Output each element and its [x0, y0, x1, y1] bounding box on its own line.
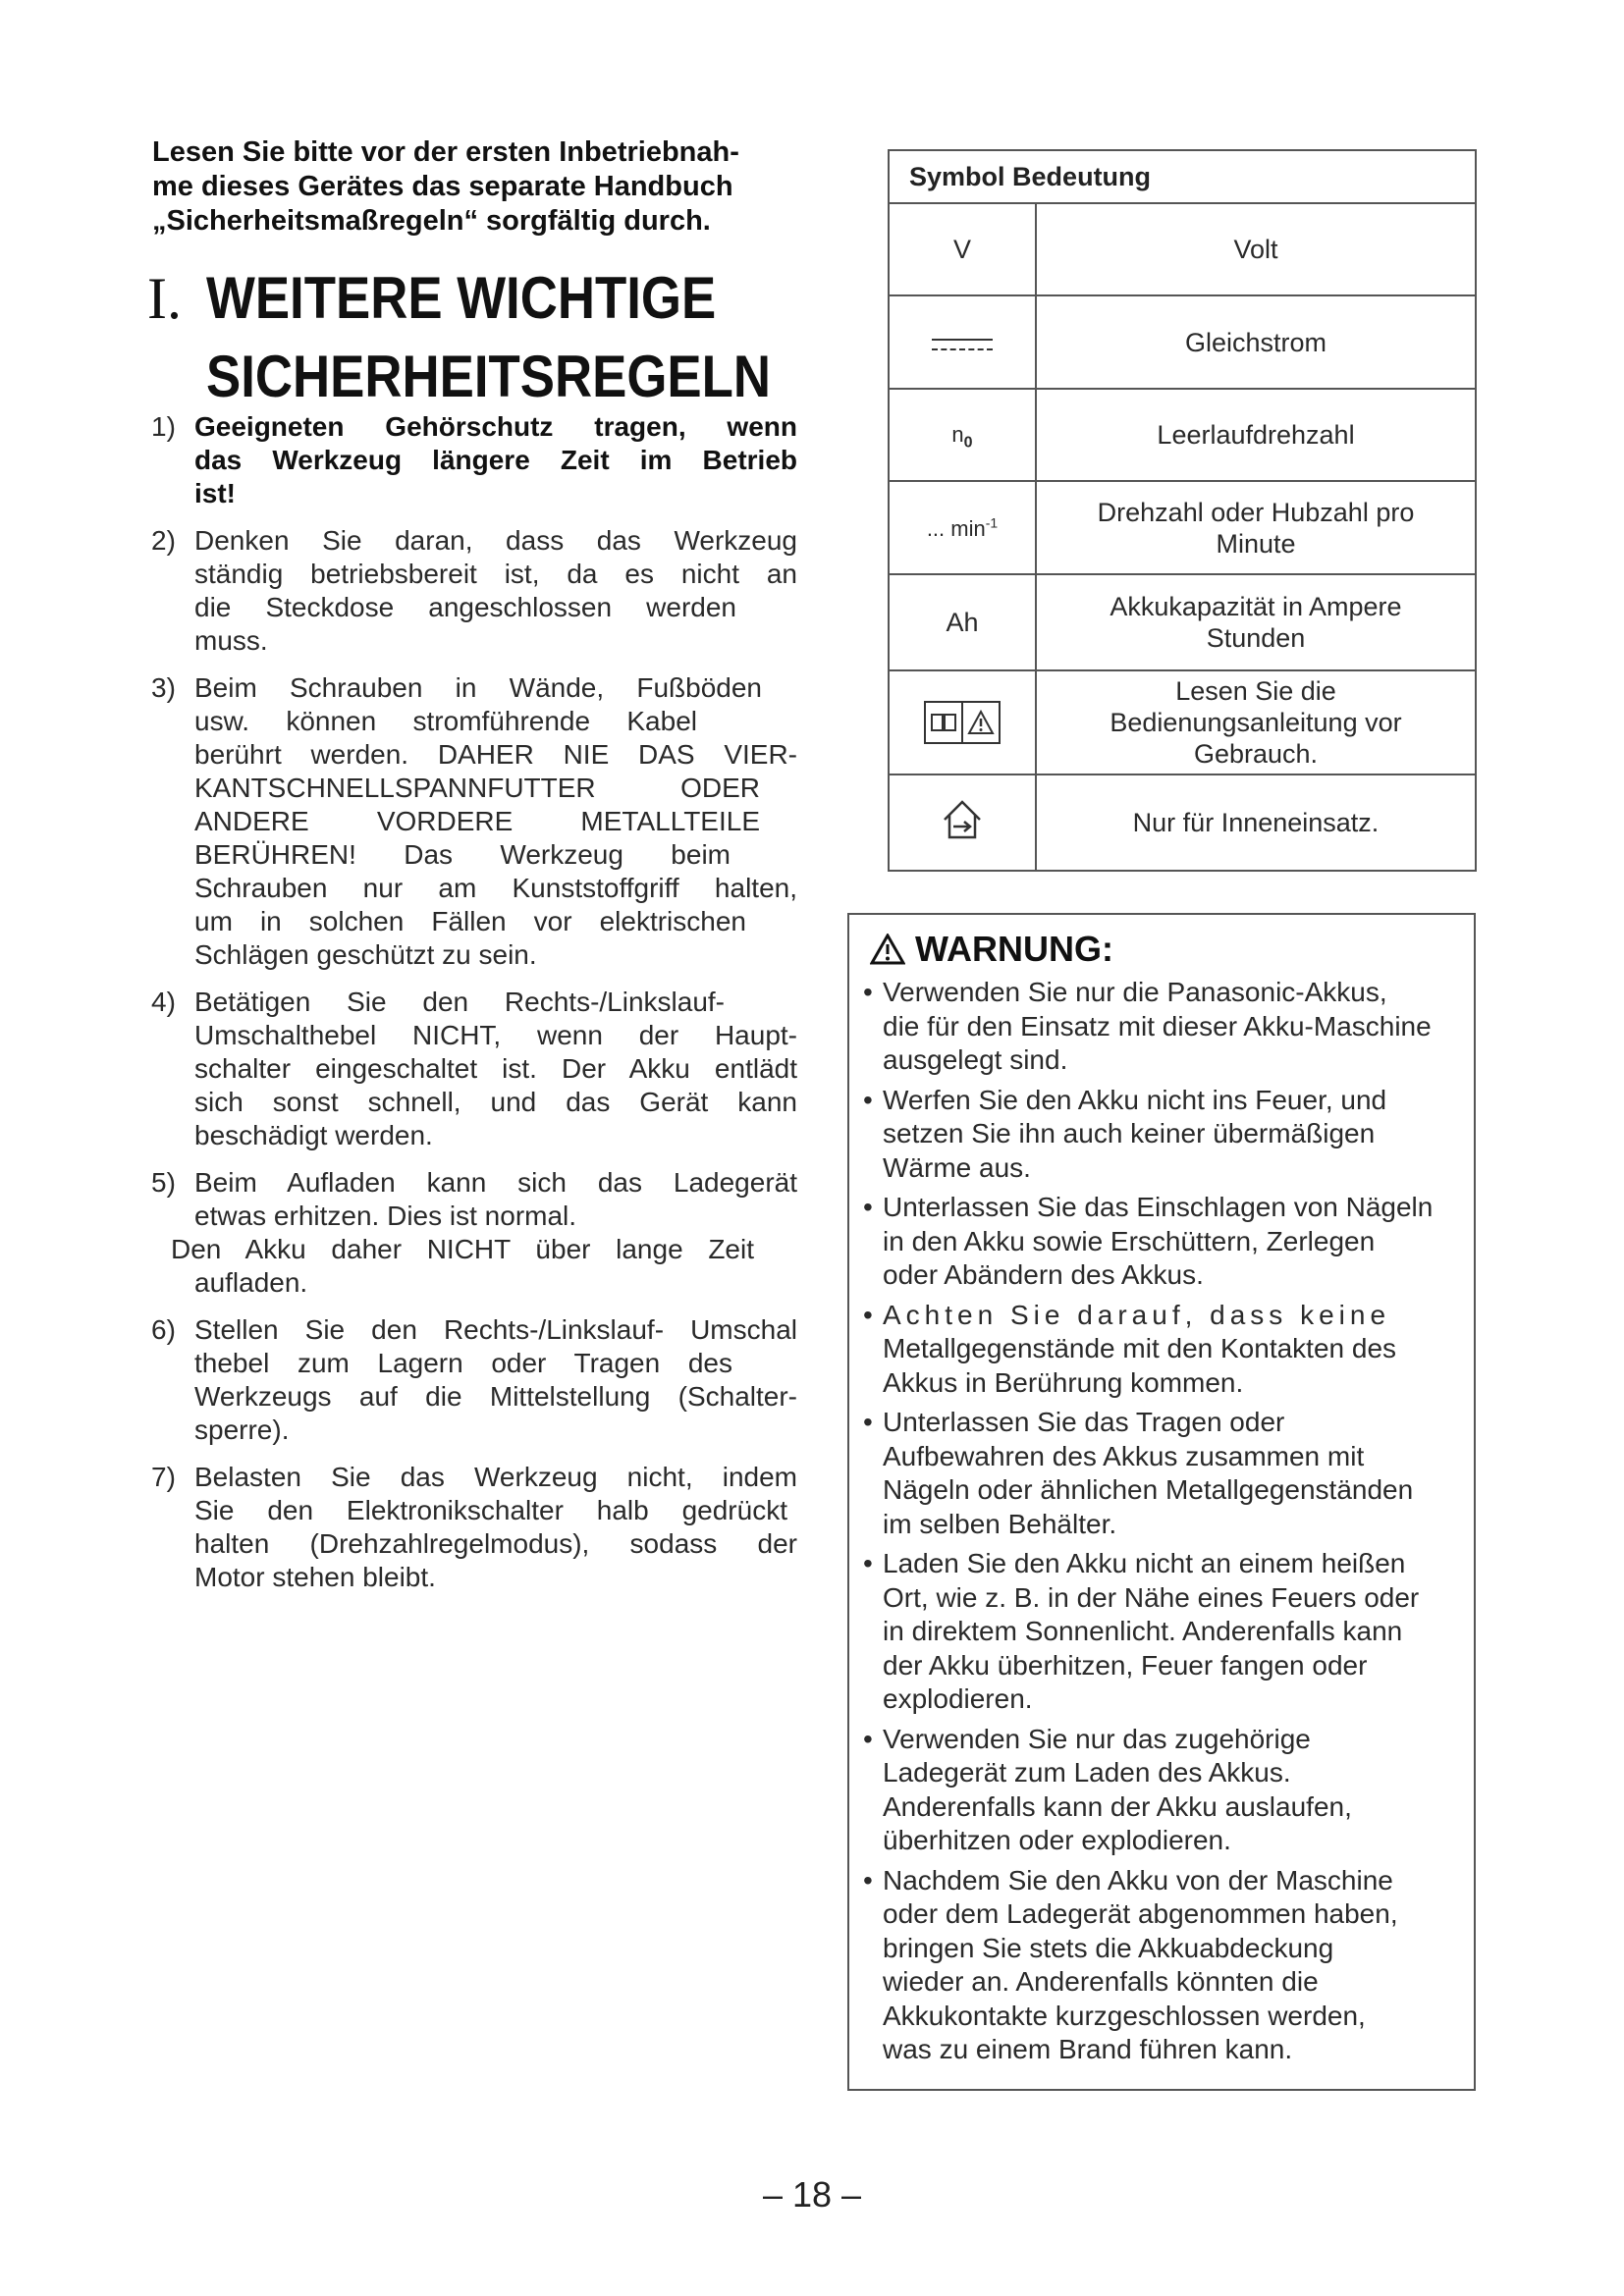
- bullet: •: [863, 1192, 873, 1222]
- bullet: •: [863, 1864, 873, 1896]
- intro-line: „Sicherheitsmaßregeln“ sorgfältig durch.: [152, 205, 711, 237]
- warning-item: [863, 1299, 1491, 1401]
- rule-line: Betätigen Sie den Rechts-/Linkslauf-: [194, 987, 725, 1017]
- symbol-row: [889, 774, 1476, 871]
- rule-line: beschädigt werden.: [194, 1120, 433, 1150]
- rule-number: 4): [151, 987, 176, 1017]
- symbol-cell: [889, 670, 1036, 774]
- warning-list: [863, 976, 1491, 2073]
- rule-line: etwas erhitzen. Dies ist normal.: [194, 1201, 577, 1231]
- warning-line: die für den Einsatz mit dieser Akku-Maschine: [883, 1010, 1432, 1041]
- warning-item: [863, 1084, 1491, 1186]
- rule-line: sich sonst schnell, und das Gerät kann: [194, 1087, 797, 1117]
- warning-line: in direktem Sonnenlicht. Anderenfalls kann: [883, 1616, 1403, 1646]
- rule-number: 3): [151, 672, 176, 703]
- warning-triangle-icon: [961, 703, 999, 742]
- warning-line: bringen Sie stets die Akkuabdeckung: [883, 1932, 1334, 1963]
- rule-line: Den Akku daher NICHT über lange Zeit: [171, 1234, 754, 1264]
- warning-line: Verwenden Sie nur das zugehörige: [883, 1723, 1311, 1754]
- warning-line: Akkus in Berührung kommen.: [883, 1366, 1244, 1398]
- warning-line: oder Abändern des Akkus.: [883, 1259, 1204, 1290]
- rule-number: 5): [151, 1167, 176, 1198]
- meaning-cell: Volt: [1036, 203, 1476, 295]
- symbol-row: [889, 481, 1476, 574]
- warning-line: Metallgegenstände mit den Kontakten des: [883, 1333, 1397, 1363]
- rule-line: halten (Drehzahlregelmodus), sodass der: [194, 1528, 797, 1559]
- rule-item: [147, 524, 797, 658]
- indoor-use-icon: [940, 798, 985, 841]
- rule-line: Beim Aufladen kann sich das Ladegerät: [194, 1167, 797, 1198]
- rule-item: [147, 671, 797, 972]
- meaning-cell: Gleichstrom: [1036, 295, 1476, 389]
- rule-item: [147, 1166, 797, 1300]
- symbol-row: [889, 203, 1476, 295]
- warning-box: [847, 913, 1476, 2091]
- rule-line: Denken Sie daran, dass das Werkzeug: [194, 525, 797, 556]
- rule-line: ständig betriebsbereit ist, da es nicht an: [194, 559, 797, 589]
- symbol-cell: [889, 295, 1036, 389]
- warning-item: [863, 1864, 1491, 2067]
- rule-line: ANDERE VORDERE METALLTEILE: [194, 806, 760, 836]
- warning-triangle-icon: [870, 934, 905, 965]
- safety-rules-list: [147, 410, 797, 1608]
- symbol-row: [889, 389, 1476, 481]
- header-symbol: Symbol: [909, 161, 1005, 191]
- rule-number: 7): [151, 1462, 176, 1492]
- dc-current-icon: [932, 339, 993, 350]
- warning-line: oder dem Ladegerät abgenommen haben,: [883, 1898, 1398, 1929]
- warning-line: Anderenfalls kann der Akku auslaufen,: [883, 1790, 1352, 1822]
- rule-item: [147, 410, 797, 510]
- symbol-table-header-cell: [889, 150, 1476, 203]
- warning-line: im selben Behälter.: [883, 1508, 1117, 1539]
- warning-line: explodieren.: [883, 1683, 1033, 1714]
- meaning-line: Bedienungsanleitung vor: [1110, 708, 1402, 737]
- meaning-line: Drehzahl oder Hubzahl pro: [1097, 497, 1415, 527]
- warning-item: [863, 1723, 1491, 1858]
- warning-line: Aufbewahren des Akkus zusammen mit: [883, 1440, 1365, 1471]
- bullet: •: [863, 977, 873, 1007]
- per-minute-symbol: [927, 516, 998, 541]
- symbol-sup: -1: [985, 514, 999, 531]
- read-manual-warning-icon: [924, 701, 1001, 744]
- section-heading: [147, 267, 854, 424]
- symbol-row: [889, 574, 1476, 670]
- symbol-cell: [889, 389, 1036, 481]
- symbol-table-header: [889, 150, 1476, 203]
- page-number: – 18 –: [762, 2174, 862, 2215]
- rule-line: sperre).: [194, 1415, 290, 1445]
- warning-line: Verwenden Sie nur die Panasonic-Akkus,: [883, 977, 1387, 1007]
- rule-line: Belasten Sie das Werkzeug nicht, indem: [194, 1462, 797, 1492]
- rule-line: Werkzeugs auf die Mittelstellung (Schalter-: [194, 1381, 797, 1412]
- warning-line: Ort, wie z. B. in der Nähe eines Feuers oder: [883, 1581, 1420, 1613]
- meaning-cell: [1036, 670, 1476, 774]
- rule-line: BERÜHREN! Das Werkzeug beim: [194, 839, 731, 870]
- intro-line: Lesen Sie bitte vor der ersten Inbetriebnah-: [152, 136, 739, 168]
- rule-line: das Werkzeug längere Zeit im Betrieb: [194, 445, 797, 475]
- rule-line: ist!: [194, 478, 236, 508]
- warning-line: Unterlassen Sie das Einschlagen von Nägeln: [883, 1192, 1434, 1222]
- rule-line: Motor stehen bleibt.: [194, 1562, 436, 1592]
- rule-line: die Steckdose angeschlossen werden: [194, 592, 736, 622]
- rule-item: [147, 1461, 797, 1594]
- symbol-cell: V: [889, 203, 1036, 295]
- rule-line: muss.: [194, 625, 268, 656]
- warning-line: Nägeln oder ähnlichen Metallgegenständen: [883, 1474, 1414, 1505]
- symbol-cell: [889, 481, 1036, 574]
- header-meaning: Bedeutung: [1012, 161, 1152, 191]
- meaning-line: Gebrauch.: [1193, 739, 1319, 769]
- symbol-prefix: ... min: [926, 516, 986, 541]
- meaning-line: Stunden: [1206, 623, 1306, 653]
- symbol-cell: Ah: [889, 574, 1036, 670]
- rule-line: berührt werden. DAHER NIE DAS VIER-: [194, 739, 797, 770]
- intro-line: me dieses Gerätes das separate Handbuch: [152, 171, 733, 202]
- warning-line: Laden Sie den Akku nicht an einem heißen: [883, 1548, 1406, 1578]
- rule-line: Schrauben nur am Kunststoffgriff halten,: [194, 873, 797, 903]
- meaning-cell: [1036, 481, 1476, 574]
- bullet: •: [863, 1299, 873, 1330]
- warning-line: in den Akku sowie Erschüttern, Zerlegen: [883, 1225, 1376, 1256]
- symbol-sub: 0: [963, 434, 973, 452]
- rule-item: [147, 986, 797, 1152]
- meaning-line: Akkukapazität in Ampere: [1110, 592, 1402, 621]
- book-icon: [926, 703, 961, 742]
- warning-line: Akkukontakte kurzgeschlossen werden,: [883, 2000, 1366, 2031]
- meaning-line: Minute: [1216, 528, 1296, 559]
- rule-line: Geeigneten Gehörschutz tragen, wenn: [194, 411, 797, 442]
- rule-line: Stellen Sie den Rechts-/Linkslauf- Umschal: [194, 1314, 797, 1345]
- rule-line: aufladen.: [194, 1267, 308, 1298]
- warning-line: wieder an. Anderenfalls könnten die: [883, 1966, 1319, 1997]
- rule-line: um in solchen Fällen vor elektrischen: [194, 906, 746, 936]
- warning-line: was zu einem Brand führen kann.: [883, 2034, 1293, 2064]
- warning-line: Ladegerät zum Laden des Akkus.: [883, 1757, 1291, 1788]
- section-title-line2: SICHERHEITSREGELN: [206, 344, 772, 409]
- warning-item: [863, 1191, 1491, 1293]
- bullet: •: [863, 1084, 873, 1115]
- bullet: •: [863, 1548, 873, 1578]
- rule-line: Beim Schrauben in Wände, Fußböden: [194, 672, 762, 703]
- warning-line: Werfen Sie den Akku nicht ins Feuer, und: [883, 1084, 1387, 1115]
- symbol-row: [889, 670, 1476, 774]
- rule-line: KANTSCHNELLSPANNFUTTER ODER: [194, 773, 760, 803]
- warning-line: Wärme aus.: [883, 1151, 1031, 1183]
- rule-item: [147, 1313, 797, 1447]
- rule-line: schalter eingeschaltet ist. Der Akku entlädt: [194, 1053, 797, 1084]
- rule-number: 6): [151, 1314, 176, 1345]
- symbol-cell: [889, 774, 1036, 871]
- warning-line: setzen Sie ihn auch keiner übermäßigen: [883, 1118, 1376, 1148]
- warning-line: Unterlassen Sie das Tragen oder: [883, 1407, 1285, 1437]
- symbol-table: [888, 149, 1477, 872]
- warning-line: ausgelegt sind.: [883, 1044, 1068, 1075]
- warning-line: überhitzen oder explodieren.: [883, 1825, 1231, 1855]
- intro-note: [152, 135, 839, 239]
- meaning-cell: Nur für Inneneinsatz.: [1036, 774, 1476, 871]
- rule-line: Schlägen geschützt zu sein.: [194, 939, 537, 970]
- bullet: •: [863, 1407, 873, 1437]
- symbol-n: n: [951, 421, 964, 447]
- meaning-cell: [1036, 574, 1476, 670]
- section-number: I.: [147, 266, 182, 331]
- rule-line: usw. können stromführende Kabel: [194, 706, 697, 736]
- rule-line: Sie den Elektronikschalter halb gedrückt: [194, 1495, 787, 1525]
- rule-number: 1): [151, 411, 176, 442]
- no-load-speed-symbol: [951, 421, 973, 452]
- rule-line: thebel zum Lagern oder Tragen des: [194, 1348, 732, 1378]
- warning-line: der Akku überhitzen, Feuer fangen oder: [883, 1649, 1368, 1681]
- warning-item: [863, 1547, 1491, 1717]
- meaning-line: Lesen Sie die: [1175, 676, 1336, 706]
- warning-item: [863, 1406, 1491, 1541]
- section-title-line1: WEITERE WICHTIGE: [206, 265, 717, 331]
- warning-title: [870, 929, 1113, 970]
- rule-line: Umschalthebel NICHT, wenn der Haupt-: [194, 1020, 797, 1050]
- warning-title-text: WARNUNG:: [915, 929, 1113, 969]
- warning-line: Nachdem Sie den Akku von der Maschine: [883, 1864, 1393, 1896]
- meaning-cell: Leerlaufdrehzahl: [1036, 389, 1476, 481]
- warning-item: [863, 976, 1491, 1078]
- rule-number: 2): [151, 525, 176, 556]
- warning-line: Achten Sie darauf, dass keine: [883, 1299, 1391, 1330]
- symbol-row: [889, 295, 1476, 389]
- bullet: •: [863, 1723, 873, 1754]
